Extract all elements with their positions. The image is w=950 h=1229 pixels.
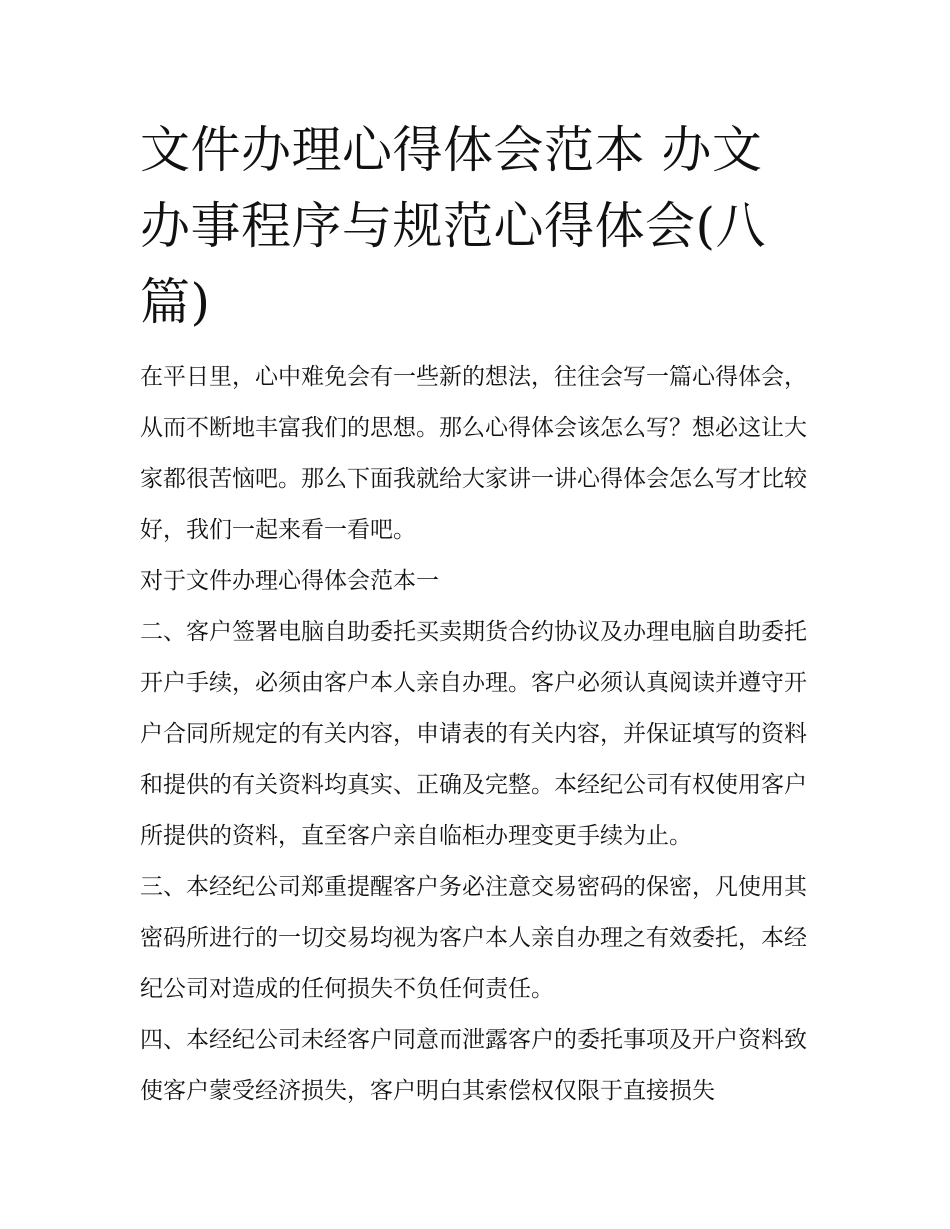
paragraph-item-3: 三、本经纪公司郑重提醒客户务必注意交易密码的保密，凡使用其密码所进行的一切交易均视为客户本人亲自办理之有效委托，本经纪公司对造成的任何损失不负任何责任。	[140, 874, 807, 1002]
paragraph-item-2: 二、客户签署电脑自助委托买卖期货合约协议及办理电脑自助委托开户手续，必须由客户本人亲自办理。客户必须认真阅读并遵守开户合同所规定的有关内容，申请表的有关内容，并保证填写的资料和提供的有关资料均真实、正确及完整。本经纪公司有权使用客户所提供的资料，直至客户亲自临柜办理变更手续为止。	[140, 619, 807, 849]
document-page	[140, 112, 812, 1117]
document-body	[140, 352, 812, 1117]
paragraph-item-4: 四、本经纪公司未经客户同意而泄露客户的委托事项及开户资料致使客户蒙受经济损失，客户明白其索偿权仅限于直接损失	[140, 1027, 807, 1104]
paragraph-intro: 在平日里，心中难免会有一些新的想法，往往会写一篇心得体会，从而不断地丰富我们的思想。那么心得体会该怎么写？想必这让大家都很苦恼吧。那么下面我就给大家讲一讲心得体会怎么写才比较好，我们一起来看一看吧。	[140, 364, 807, 543]
document-title: 文件办理心得体会范本 办文办事程序与规范心得体会(八篇)	[140, 121, 767, 331]
paragraph-section-heading: 对于文件办理心得体会范本一	[140, 568, 439, 594]
